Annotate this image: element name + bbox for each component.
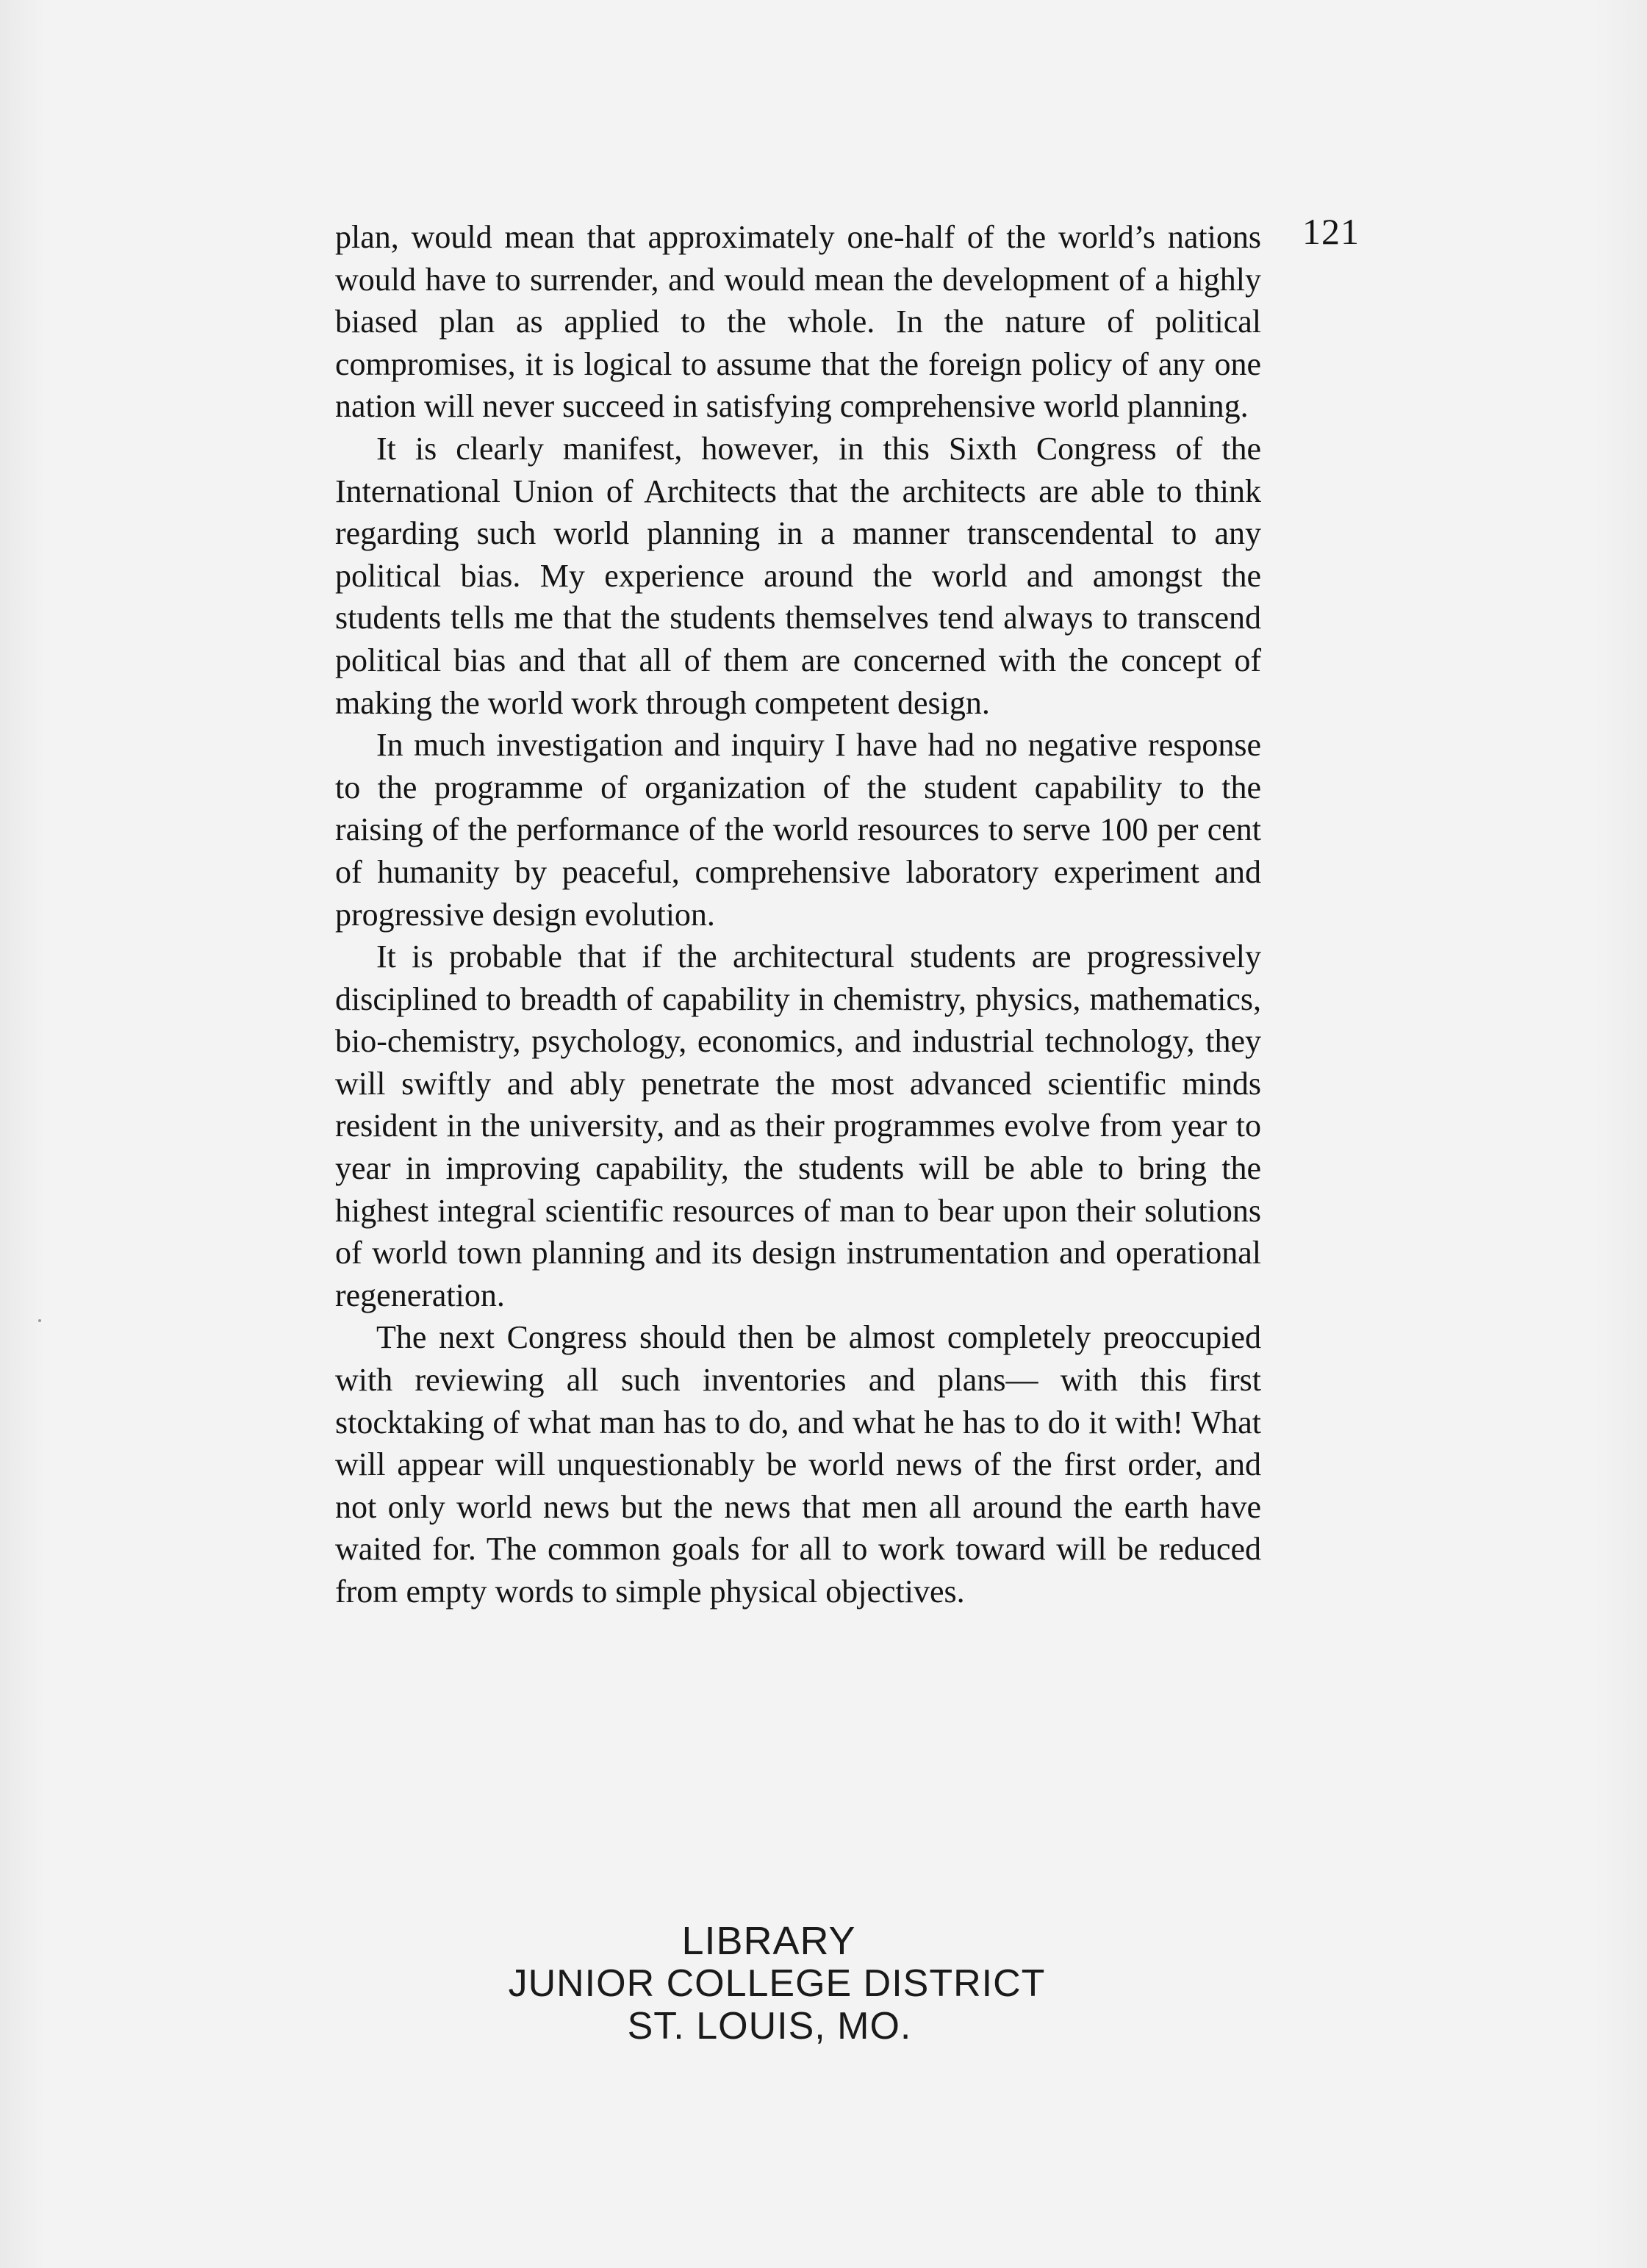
paper-speck: [38, 1319, 41, 1322]
library-stamp: [441, 1920, 1102, 2048]
paragraph: It is probable that if the architectural students are progressively disciplined to breadth of capability in chemistry, physics, mathematics, bio-chemistry, psychology, economics, and industrial technology, they will swiftly and ably penetrate the most advanced scientific minds resident in the university, and as their programmes evolve from year to year in improving capability, the students will be able to bring the highest integral scientific resources of man to bear upon their solutions of world town planning and its design instrumentation and operational regeneration.: [335, 939, 1261, 1313]
paragraph: The next Congress should then be almost completely preoccupied with reviewing all such inventories and plans— with this first stocktaking of what man has to do, and what he has to do it with! What will appear will unquestionably be world news of the first order, and not only world news but the news that men all around the earth have waited for. The common goals for all to work toward will be reduced from empty words to simple physical objectives.: [335, 1319, 1261, 1610]
stamp-line-location: ST. LOUIS, MO.: [627, 2005, 912, 2048]
body-text: [335, 216, 1261, 1613]
stamp-line-college: JUNIOR COLLEGE DISTRICT: [508, 1962, 1046, 2005]
page-number: 121: [1302, 211, 1360, 252]
paragraph: In much investigation and inquiry I have had no negative response to the programme of organization of the student capability to the raising of the performance of the world resources to serve 100 per cent of humanity by peaceful, comprehensive laboratory experiment and progressive design evolution.: [335, 727, 1261, 933]
paragraph: It is clearly manifest, however, in this Sixth Congress of the International Union of Architects that the architects are able to think regarding such world planning in a manner transcendental to any political bias. My experience around the world and amongst the students tells me that the students themselves tend always to transcend political bias and that all of them are concerned with the concept of making the world work through competent design.: [335, 430, 1261, 721]
stamp-line-library: LIBRARY: [681, 1919, 856, 1963]
paragraph: plan, would mean that approximately one-half of the world’s nations would have to surrender, and would mean the development of a highly biased plan as applied to the whole. In the nature of political compromises, it is logical to assume that the foreign policy of any one nation will never succeed in satisfying comprehensive world planning.: [335, 219, 1261, 425]
